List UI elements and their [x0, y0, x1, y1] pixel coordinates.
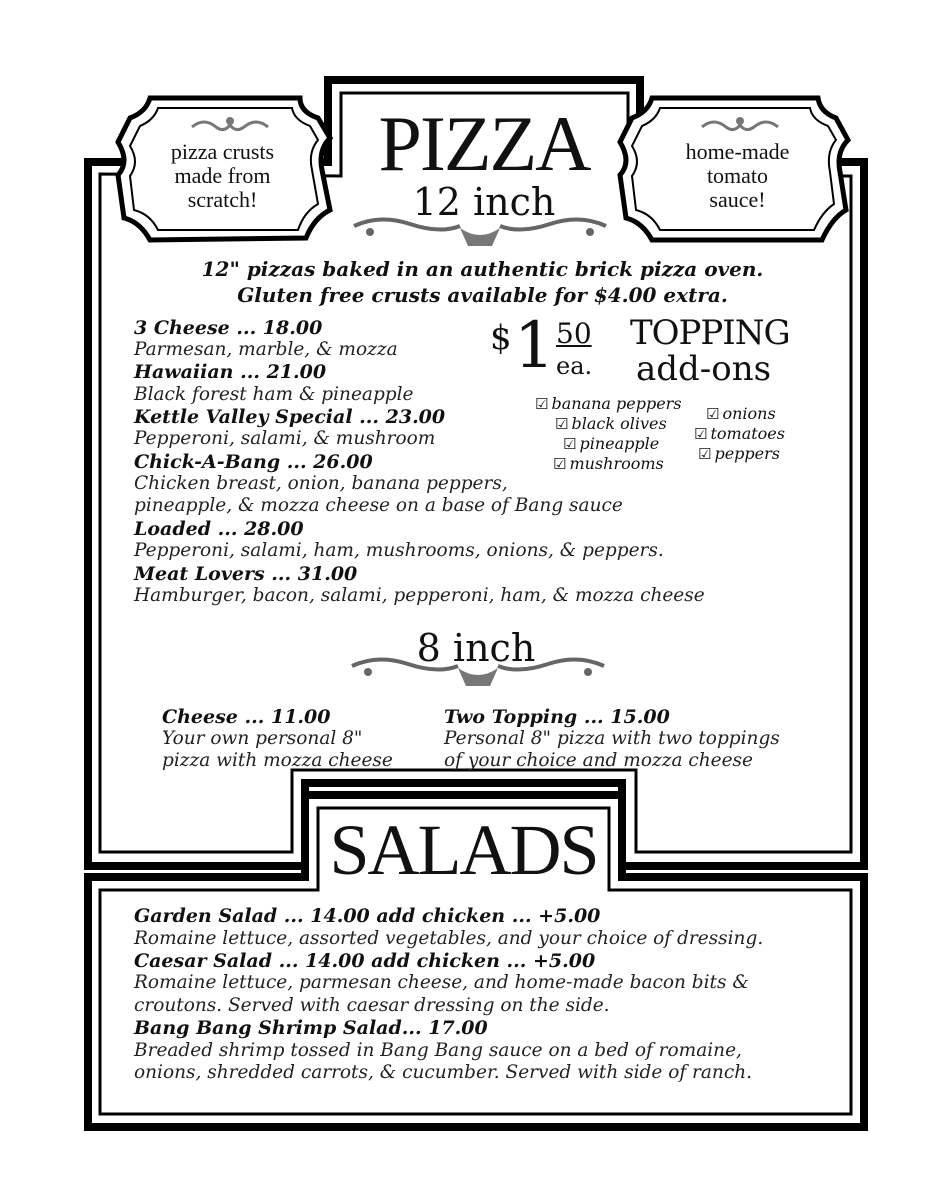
menu-item-desc: onions, shredded carrots, & cucumber. Served with side of ranch. — [134, 1062, 753, 1083]
left-badge — [140, 140, 305, 212]
flourish-icon — [350, 212, 610, 252]
topping-item — [553, 454, 664, 473]
menu-item-desc: Romaine lettuce, parmesan cheese, and home-made bacon bits & — [134, 972, 749, 993]
menu-item-desc: of your choice and mozza cheese — [444, 750, 753, 771]
menu-item-desc: Your own personal 8" — [162, 728, 363, 749]
menu-item-desc: Pepperoni, salami, ham, mushrooms, onions, & peppers. — [134, 540, 664, 561]
topping-name: banana peppers — [551, 394, 682, 413]
checkbox-icon: ☑ — [698, 445, 712, 463]
menu-item-name: Meat Lovers ... 31.00 — [134, 563, 358, 585]
topping-price-cents: 50 — [556, 317, 592, 350]
flourish-icon — [348, 652, 608, 692]
topping-price-whole: 1 — [514, 309, 555, 383]
checkbox-icon: ☑ — [553, 455, 567, 473]
topping-name: mushrooms — [569, 454, 664, 473]
menu-item-desc: croutons. Served with caesar dressing on the side. — [134, 995, 610, 1016]
topping-item — [698, 444, 780, 463]
topping-name: black olives — [571, 414, 667, 433]
menu-item-desc: Breaded shrimp tossed in Bang Bang sauce on a bed of romaine, — [134, 1040, 742, 1061]
menu-item-desc: Romaine lettuce, assorted vegetables, and your choice of dressing. — [134, 928, 764, 949]
page-title: PIZZA — [378, 100, 590, 187]
checkbox-icon: ☑ — [535, 395, 549, 413]
menu-item-desc: pizza with mozza cheese — [162, 750, 393, 771]
intro-line: Gluten free crusts available for $4.00 extra. — [237, 283, 728, 307]
topping-name: pineapple — [579, 434, 660, 453]
menu-item-name: Kettle Valley Special ... 23.00 — [134, 406, 446, 428]
menu-item-name: Two Topping ... 15.00 — [444, 706, 670, 728]
topping-item — [535, 394, 682, 413]
menu-item-desc: Pepperoni, salami, & mushroom — [134, 428, 436, 449]
size-heading-12: 12 inch — [412, 180, 556, 224]
checkbox-icon: ☑ — [555, 415, 569, 433]
menu-item-name: Loaded ... 28.00 — [134, 518, 304, 540]
flourish-icon — [700, 115, 780, 137]
menu-item-desc: Hamburger, bacon, salami, pepperoni, ham, & mozza cheese — [134, 585, 705, 606]
menu-item-name: Garden Salad ... 14.00 add chicken ... +5.00 — [134, 905, 601, 927]
topping-item — [555, 414, 667, 433]
topping-label: TOPPING — [630, 313, 790, 353]
topping-item — [694, 424, 785, 443]
checkbox-icon: ☑ — [694, 425, 708, 443]
menu-item-desc: Personal 8" pizza with two toppings — [444, 728, 780, 749]
menu-item-desc: Black forest ham & pineapple — [134, 384, 414, 405]
menu-item-desc: pineapple, & mozza cheese on a base of Bang sauce — [134, 495, 623, 516]
intro-text — [100, 256, 865, 308]
menu-item-name: 3 Cheese ... 18.00 — [134, 317, 323, 339]
badge-line: scratch! — [187, 187, 258, 212]
topping-item — [563, 434, 659, 453]
right-badge — [650, 140, 825, 212]
menu-item-name: Chick-A-Bang ... 26.00 — [134, 451, 373, 473]
menu-item-name: Hawaiian ... 21.00 — [134, 361, 327, 383]
size-heading-8: 8 inch — [416, 626, 536, 670]
badge-line: pizza crusts — [170, 139, 275, 164]
badge-line: sauce! — [709, 187, 766, 212]
menu-item-name: Caesar Salad ... 14.00 add chicken ... +5.00 — [134, 950, 596, 972]
topping-price-unit: ea. — [556, 352, 593, 380]
flourish-icon — [190, 115, 270, 137]
topping-name: onions — [722, 404, 776, 423]
checkbox-icon: ☑ — [706, 405, 720, 423]
menu-item-desc: Chicken breast, onion, banana peppers, — [134, 473, 508, 494]
menu-item-desc: Parmesan, marble, & mozza — [134, 339, 398, 360]
badge-line: tomato — [706, 163, 769, 188]
topping-item — [706, 404, 776, 423]
section-title-salads: SALADS — [329, 810, 598, 890]
badge-line: made from — [174, 163, 271, 188]
menu-item-name: Cheese ... 11.00 — [162, 706, 331, 728]
checkbox-icon: ☑ — [563, 435, 577, 453]
topping-name: peppers — [714, 444, 780, 463]
intro-line: 12" pizzas baked in an authentic brick pizza oven. — [201, 257, 764, 281]
topping-name: tomatoes — [710, 424, 785, 443]
topping-label: add-ons — [636, 349, 772, 389]
menu-item-name: Bang Bang Shrimp Salad... 17.00 — [134, 1017, 488, 1039]
badge-line: home-made — [685, 139, 790, 164]
topping-price-dollar: $ — [490, 318, 512, 358]
